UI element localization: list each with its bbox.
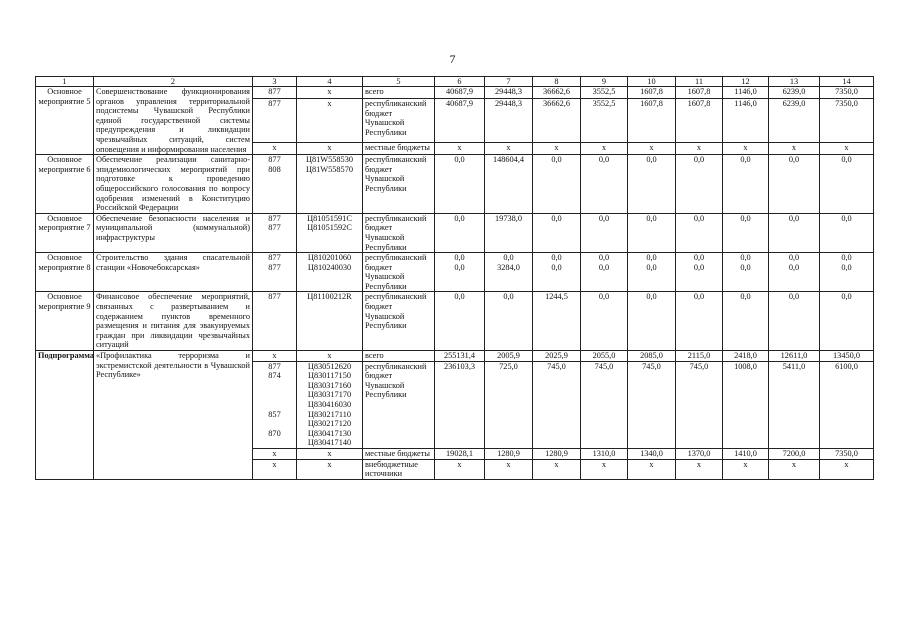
admin-code: 877 [268, 155, 281, 165]
value-cell: 0,0 [533, 155, 581, 214]
funding-source: местные бюджеты [363, 143, 435, 155]
value-cell: 2005,9 [485, 351, 533, 362]
column-number: 1 [36, 77, 94, 87]
budget-code: Ц830512620 [307, 361, 352, 371]
budget-code-cell [297, 155, 363, 214]
value-cell: 19738,0 [485, 213, 533, 252]
admin-code [255, 419, 294, 429]
activity-description: Обеспечение безопасности населения и муниципальной (коммунальной) инфраструктуры [94, 213, 253, 252]
value-cell: 0,0 [581, 213, 628, 252]
value-cell: 1280,9 [485, 448, 533, 459]
budget-code: Ц81W558570 [305, 164, 353, 174]
value: 0,0 [788, 253, 800, 263]
admin-code-cell [253, 98, 297, 142]
value-cell: 2055,0 [581, 351, 628, 362]
value-cell: 0,0 [581, 292, 628, 351]
value-cell: 745,0 [533, 361, 581, 448]
value: 0,0 [841, 262, 852, 272]
funding-source: республиканский бюджет Чувашской Республики [363, 292, 435, 351]
budget-code: Ц830317160 [307, 380, 352, 390]
value-cell: 0,0 [533, 213, 581, 252]
admin-code-cell [253, 292, 297, 351]
value-cell: 7350,0 [820, 87, 874, 99]
funding-source: республиканский бюджет Чувашской Республики [363, 155, 435, 214]
funding-source: республиканский бюджет Чувашской Республики [363, 361, 435, 448]
value-cell: 6100,0 [820, 361, 874, 448]
activity-description: Совершенствование функционирования органов управления территориальной подсистемы Чувашской Республики единой государственной системы предупреждения и ликвидации чрезвычайных ситуаций, систем оповещения и информирования населения [94, 87, 253, 155]
admin-code: 877 [268, 213, 281, 223]
admin-code [255, 438, 294, 448]
budget-code-cell [297, 448, 363, 459]
value: 0,0 [740, 253, 751, 263]
value: 0,0 [454, 262, 465, 272]
value-cell: 13450,0 [820, 351, 874, 362]
admin-code-cell [253, 87, 297, 99]
admin-code-cell [253, 143, 297, 155]
budget-code: x [327, 87, 332, 96]
admin-code: x [272, 351, 277, 361]
value: 0,0 [646, 262, 657, 272]
value-cell: 40687,9 [435, 87, 485, 99]
budget-code-cell [297, 213, 363, 252]
value-cell: 7350,0 [820, 448, 874, 459]
value-cell: x [533, 143, 581, 155]
activity-description: Обеспечение реализации санитарно-эпидемиологических мероприятий при подготовке к проведению общероссийского голосования по вопросу одобрения изменений в Конституцию Российской Федерации [94, 155, 253, 214]
budget-code-cell [297, 292, 363, 351]
admin-code-cell [253, 253, 297, 292]
value-cell: 725,0 [485, 361, 533, 448]
budget-code: x [327, 459, 332, 469]
funding-source: всего [363, 351, 435, 362]
value-cell: 0,0 [581, 155, 628, 214]
value-cell: x [628, 143, 676, 155]
admin-code-cell [253, 448, 297, 459]
value: 0,0 [693, 253, 705, 263]
value-cell: x [676, 143, 723, 155]
admin-code [255, 400, 294, 410]
funding-source: республиканский бюджет Чувашской Республики [363, 253, 435, 292]
value-cell: x [820, 459, 874, 479]
column-number: 12 [723, 77, 769, 87]
value-cell: 1607,8 [676, 87, 723, 99]
value-cell: 12611,0 [769, 351, 820, 362]
table-row [36, 155, 874, 214]
value-cell: x [723, 459, 769, 479]
value-cell: 7350,0 [820, 98, 874, 142]
value: 0,0 [551, 253, 562, 263]
value-cell: x [581, 143, 628, 155]
value-cell [435, 253, 485, 292]
table-row [36, 292, 874, 351]
admin-code: 857 [268, 409, 281, 419]
value-cell [723, 253, 769, 292]
value-cell: 0,0 [676, 213, 723, 252]
admin-code: 877 [268, 253, 281, 263]
funding-source: всего [363, 87, 435, 99]
budget-code: Ц81051592С [307, 223, 352, 233]
value-cell: x [676, 459, 723, 479]
value-cell [628, 253, 676, 292]
admin-code: 877 [268, 223, 281, 233]
budget-code: Ц830416030 [307, 400, 352, 409]
value-cell: 1146,0 [723, 98, 769, 142]
admin-code: x [272, 448, 277, 458]
value-cell: x [533, 459, 581, 479]
budget-code: Ц810201060 [307, 253, 352, 263]
budget-code: x [327, 351, 332, 361]
value-cell: 29448,3 [485, 98, 533, 142]
budget-code-cell [297, 361, 363, 448]
value-cell [820, 253, 874, 292]
value-cell: 1244,5 [533, 292, 581, 351]
value-cell: 36662,6 [533, 87, 581, 99]
activity-name: Основное мероприятие 6 [36, 155, 94, 214]
column-number: 6 [435, 77, 485, 87]
value-cell: 1280,9 [533, 448, 581, 459]
value-cell: 2085,0 [628, 351, 676, 362]
funding-source: республиканский бюджет Чувашской Республики [363, 98, 435, 142]
admin-code-cell [253, 155, 297, 214]
activity-name: Основное мероприятие 9 [36, 292, 94, 351]
value-cell: 3552,5 [581, 87, 628, 99]
value-cell: 0,0 [435, 292, 485, 351]
value-cell: 36662,6 [533, 98, 581, 142]
value-cell: 1607,8 [628, 87, 676, 99]
value-cell [581, 253, 628, 292]
value-cell: 745,0 [628, 361, 676, 448]
column-number: 13 [769, 77, 820, 87]
column-number: 7 [485, 77, 533, 87]
value-cell [769, 253, 820, 292]
admin-code: x [272, 459, 277, 469]
funding-source: республиканский бюджет Чувашской Республики [363, 213, 435, 252]
value-cell: 0,0 [435, 155, 485, 214]
value-cell: 7200,0 [769, 448, 820, 459]
value-cell: 1607,8 [628, 98, 676, 142]
value: 0,0 [503, 253, 514, 263]
admin-code-cell [253, 361, 297, 448]
budget-code-cell [297, 253, 363, 292]
value-cell: 40687,9 [435, 98, 485, 142]
budget-code-cell [297, 87, 363, 99]
funding-source: внебюджетные источники [363, 459, 435, 479]
admin-code [255, 390, 294, 400]
budget-code-cell [297, 351, 363, 362]
value-cell: 1310,0 [581, 448, 628, 459]
column-number: 5 [363, 77, 435, 87]
value-cell: 3552,5 [581, 98, 628, 142]
budget-code: Ц830217110 [307, 409, 352, 419]
value-cell: 745,0 [676, 361, 723, 448]
column-number: 4 [297, 77, 363, 87]
value-cell: 0,0 [769, 213, 820, 252]
activity-name: Основное мероприятие 7 [36, 213, 94, 252]
value-cell: 0,0 [435, 213, 485, 252]
budget-table [35, 76, 874, 480]
budget-code: x [327, 143, 332, 153]
value-cell: 0,0 [628, 292, 676, 351]
admin-code: 877 [268, 87, 281, 96]
value: 3284,0 [497, 262, 520, 272]
activity-description: Финансовое обеспечение мероприятий, связанных с развертыванием и содержанием пунктов временного размещения и питания для эвакуируемых граждан при ликвидации чрезвычайных ситуаций [94, 292, 253, 351]
value-cell: 1008,0 [723, 361, 769, 448]
value-cell: x [769, 459, 820, 479]
value-cell: x [769, 143, 820, 155]
value: 0,0 [454, 253, 465, 263]
value-cell: 29448,3 [485, 87, 533, 99]
activity-description: Строительство здания спасательной станции «Новочебоксарская» [94, 253, 253, 292]
page-number: 7 [449, 52, 456, 66]
admin-code-cell [253, 459, 297, 479]
value-cell: 1370,0 [676, 448, 723, 459]
value-cell: x [820, 143, 874, 155]
admin-code: 877 [268, 262, 281, 272]
budget-code: Ц830217120 [307, 419, 352, 429]
column-number: 3 [253, 77, 297, 87]
value: 0,0 [841, 253, 852, 263]
value-cell: x [581, 459, 628, 479]
value-cell: 0,0 [723, 292, 769, 351]
value: 0,0 [646, 253, 657, 263]
table-row [36, 253, 874, 292]
value-cell: 2418,0 [723, 351, 769, 362]
budget-code-cell [297, 143, 363, 155]
value-cell: 0,0 [676, 155, 723, 214]
value: 0,0 [551, 262, 562, 272]
value-cell: 236103,3 [435, 361, 485, 448]
value-cell: 0,0 [769, 155, 820, 214]
value-cell: 1340,0 [628, 448, 676, 459]
table-row [36, 87, 874, 99]
budget-code: Ц830117150 [307, 371, 352, 381]
admin-code: 877 [268, 292, 281, 302]
admin-code-cell [253, 351, 297, 362]
activity-description: «Профилактика терроризма и экстремистской деятельности в Чувашской Республике» [94, 351, 253, 480]
value-cell: 6239,0 [769, 87, 820, 99]
value-cell: 0,0 [723, 155, 769, 214]
value-cell: 0,0 [485, 292, 533, 351]
value-cell: 2115,0 [676, 351, 723, 362]
value-cell: 0,0 [820, 292, 874, 351]
budget-code: Ц830317170 [307, 390, 352, 400]
value: 0,0 [598, 253, 610, 263]
value-cell [485, 253, 533, 292]
value-cell: 0,0 [769, 292, 820, 351]
budget-code: x [327, 448, 332, 458]
value-cell: x [628, 459, 676, 479]
column-number: 9 [581, 77, 628, 87]
value-cell: 5411,0 [769, 361, 820, 448]
budget-code-cell [297, 98, 363, 142]
value-cell: 255131,4 [435, 351, 485, 362]
budget-code: Ц81100212R [307, 292, 352, 302]
column-number: 14 [820, 77, 874, 87]
value-cell: x [435, 143, 485, 155]
value-cell: 0,0 [820, 213, 874, 252]
budget-code: Ц830417130 [307, 428, 352, 438]
budget-code: Ц830417140 [307, 438, 352, 448]
value: 0,0 [693, 262, 705, 272]
value-cell: x [485, 143, 533, 155]
value-cell: x [435, 459, 485, 479]
value-cell: 19028,1 [435, 448, 485, 459]
value-cell: 0,0 [820, 155, 874, 214]
value: 0,0 [740, 262, 751, 272]
value-cell: 0,0 [628, 155, 676, 214]
budget-code: Ц810240030 [307, 262, 352, 272]
budget-code: Ц81W558530 [305, 155, 353, 165]
value-cell: x [485, 459, 533, 479]
budget-code: x [327, 98, 332, 108]
value-cell: 2025,9 [533, 351, 581, 362]
value-cell: 148604,4 [485, 155, 533, 214]
funding-source: местные бюджеты [363, 448, 435, 459]
budget-code: Ц81051591С [307, 213, 352, 223]
admin-code [255, 381, 294, 391]
value-cell: 0,0 [628, 213, 676, 252]
value-cell: 1146,0 [723, 87, 769, 99]
table-row [36, 351, 874, 362]
column-number-row [36, 77, 874, 87]
admin-code: x [272, 143, 277, 153]
value-cell: 745,0 [581, 361, 628, 448]
value-cell [676, 253, 723, 292]
column-number: 2 [94, 77, 253, 87]
admin-code-cell [253, 213, 297, 252]
activity-name: Основное мероприятие 8 [36, 253, 94, 292]
value: 0,0 [788, 262, 800, 272]
table-row [36, 213, 874, 252]
value-cell: 6239,0 [769, 98, 820, 142]
admin-code: 877 [268, 98, 281, 108]
value: 0,0 [598, 262, 610, 272]
value-cell: 0,0 [676, 292, 723, 351]
column-number: 10 [628, 77, 676, 87]
admin-code: 808 [268, 164, 281, 174]
admin-code: 870 [268, 428, 281, 438]
value-cell: x [723, 143, 769, 155]
column-number: 8 [533, 77, 581, 87]
budget-code-cell [297, 459, 363, 479]
admin-code: 877 [268, 361, 281, 371]
column-number: 11 [676, 77, 723, 87]
value-cell: 0,0 [723, 213, 769, 252]
value-cell: 1410,0 [723, 448, 769, 459]
value-cell [533, 253, 581, 292]
admin-code: 874 [268, 371, 281, 381]
activity-name: Подпрограмма [36, 351, 94, 480]
activity-name: Основное мероприятие 5 [36, 87, 94, 155]
value-cell: 1607,8 [676, 98, 723, 142]
